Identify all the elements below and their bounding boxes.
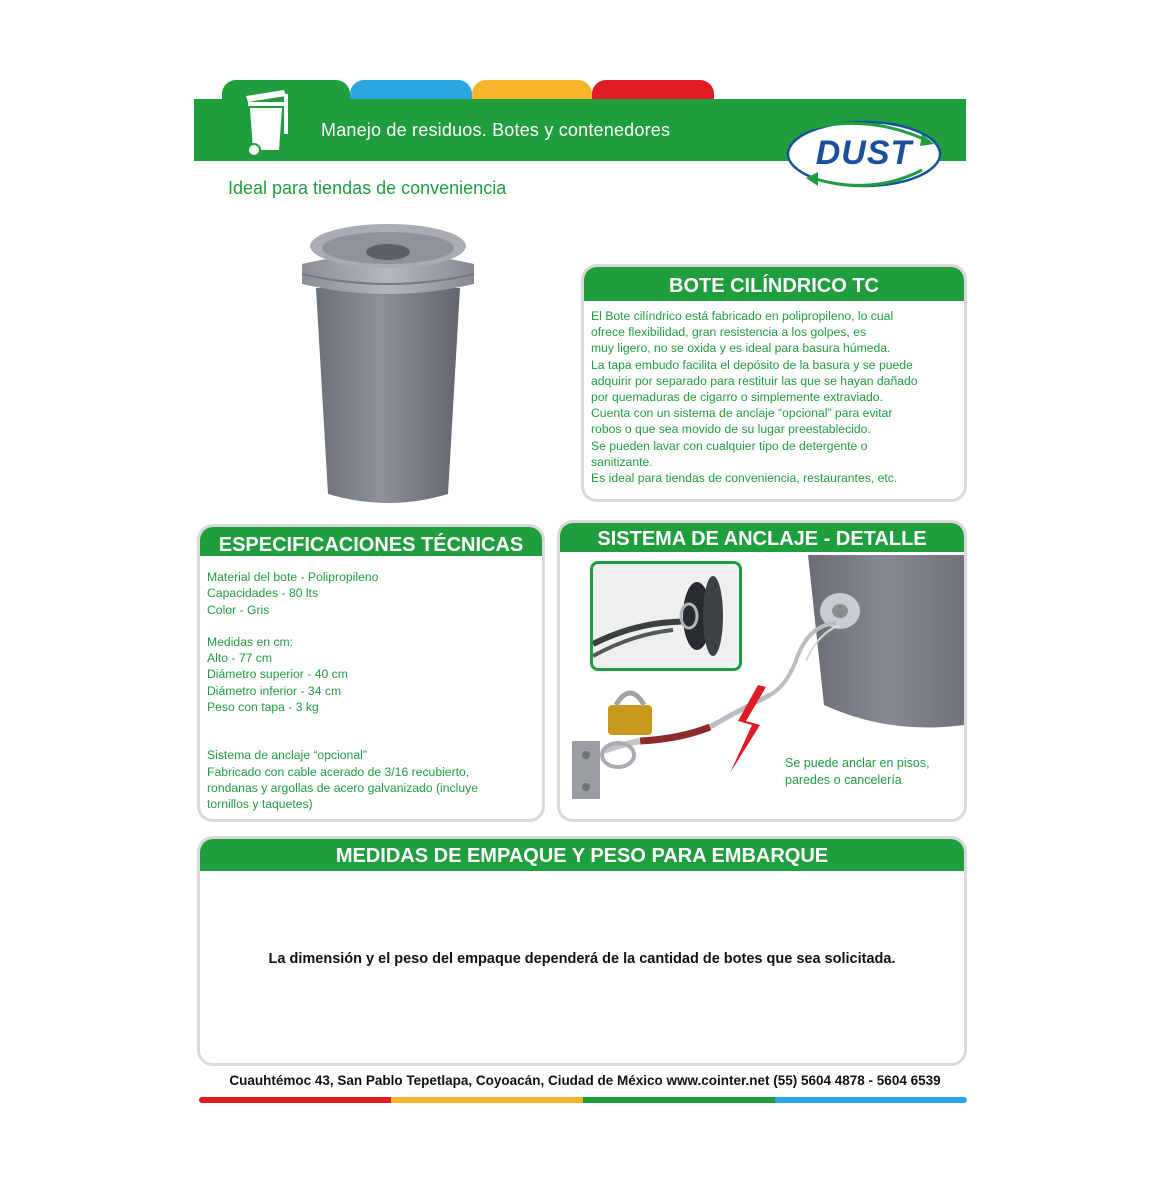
description-line: sanitizante.	[591, 454, 653, 469]
description-line: muy ligero, no se oxida y es ideal para basura húmeda.	[591, 341, 891, 356]
footer-address: Cuauhtémoc 43, San Pablo Tepetlapa, Coyoacán, Ciudad de México www.cointer.net (55) 5604 4878 - 5604 6539	[229, 1073, 941, 1088]
description-line: Se pueden lavar con cualquier tipo de detergente o	[591, 438, 868, 453]
footer-stripe-red	[199, 1097, 391, 1103]
packing-text: La dimensión y el peso del empaque dependerá de la cantidad de botes que sea solicitada.	[268, 951, 896, 967]
spec-top-diameter: Diámetro superior - 40 cm	[207, 667, 348, 682]
footer-stripe-yellow	[391, 1097, 583, 1103]
description-line: robos o que sea movido de su lugar preestablecido.	[591, 422, 871, 437]
packing-card	[197, 836, 967, 1066]
spec-anchor-line: Fabricado con cable acerado de 3/16 recubierto,	[207, 764, 470, 779]
header-title: Manejo de residuos. Botes y contenedores	[321, 120, 671, 140]
trash-bin-icon	[240, 88, 296, 158]
product-description	[591, 308, 918, 486]
spec-anchor-line: tornillos y taquetes)	[207, 797, 313, 812]
footer-stripe-green	[583, 1097, 775, 1103]
anchor-note-line: paredes o cancelería	[785, 772, 902, 787]
description-line: adquirir por separado para restituir las que se hayan dañado	[591, 373, 918, 388]
specs-card	[197, 524, 545, 822]
description-line: ofrece flexibilidad, gran resistencia a los golpes, es	[591, 325, 867, 340]
spec-color: Color - Gris	[207, 602, 270, 617]
spec-anchor-title: Sistema de anclaje “opcional”	[207, 748, 367, 763]
specs-list	[207, 569, 478, 813]
dust-logo-text: DUST	[815, 134, 913, 172]
spec-bottom-diameter: Diámetro inferior - 34 cm	[207, 683, 342, 698]
footer-stripe	[199, 1097, 967, 1103]
spec-weight: Peso con tapa - 3 kg	[207, 700, 319, 715]
dust-logo	[772, 112, 956, 196]
description-line: Es ideal para tiendas de conveniencia, restaurantes, etc.	[591, 471, 898, 486]
anchor-title: SISTEMA DE ANCLAJE - DETALLE	[560, 523, 964, 552]
spec-capacity: Capacidades - 80 lts	[207, 586, 319, 601]
page-subtitle: Ideal para tiendas de conveniencia	[228, 178, 507, 198]
product-title: BOTE CILÍNDRICO TC	[584, 267, 964, 301]
footer-stripe-blue	[775, 1097, 967, 1103]
anchor-detail-card	[557, 520, 967, 822]
specs-title: ESPECIFICACIONES TÉCNICAS	[200, 527, 542, 556]
spec-material: Material del bote - Polipropileno	[207, 570, 379, 584]
description-line: Cuenta con un sistema de anclaje “opcional” para evitar	[591, 406, 893, 421]
description-line: por quemaduras de cigarro o simplemente extraviado.	[591, 390, 883, 405]
packing-title: MEDIDAS DE EMPAQUE Y PESO PARA EMBARQUE	[200, 839, 964, 871]
product-bin-image	[298, 222, 478, 512]
spec-anchor-line: rondanas y argollas de acero galvanizado (incluye	[207, 780, 478, 795]
anchor-note	[785, 755, 930, 788]
spec-height: Alto - 77 cm	[207, 651, 273, 666]
spec-measures-title: Medidas en cm:	[207, 634, 294, 649]
product-description-card	[581, 264, 967, 502]
description-line: El Bote cilíndrico está fabricado en polipropileno, lo cual	[591, 309, 894, 323]
anchor-note-line: Se puede anclar en pisos,	[785, 756, 930, 770]
description-line: La tapa embudo facilita el depósito de la basura y se puede	[591, 357, 913, 372]
